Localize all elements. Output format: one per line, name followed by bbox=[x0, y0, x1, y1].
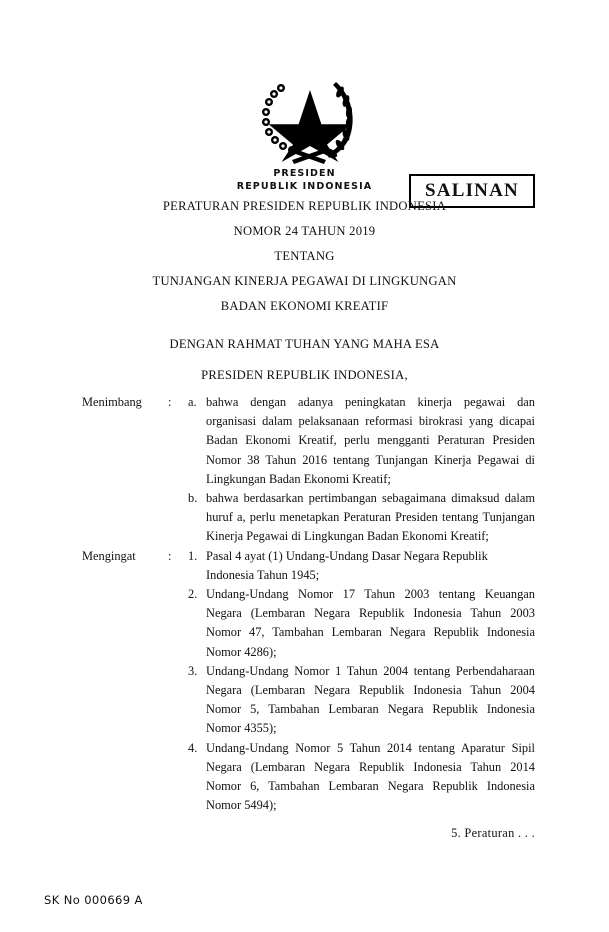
list-item bbox=[188, 739, 535, 816]
list-item bbox=[188, 489, 535, 547]
list-item bbox=[188, 662, 535, 739]
clause-label-menimbang: Menimbang bbox=[82, 395, 142, 409]
enactment-block bbox=[0, 329, 609, 391]
footer-document-id: SK No 000669 A bbox=[44, 893, 143, 907]
emblem-caption bbox=[0, 168, 609, 193]
emblem-caption-line-2: REPUBLIK INDONESIA bbox=[236, 181, 373, 192]
enactment-line-2: PRESIDEN REPUBLIK INDONESIA, bbox=[201, 368, 408, 382]
item-marker: 3. bbox=[188, 663, 198, 678]
title-line-4: TUNJANGAN KINERJA PEGAWAI DI LINGKUNGAN bbox=[152, 274, 457, 288]
item-marker: 4. bbox=[188, 740, 198, 755]
title-line-5: BADAN EKONOMI KREATIF bbox=[220, 299, 389, 313]
item-marker: b. bbox=[188, 491, 198, 506]
clause-body bbox=[0, 393, 609, 815]
emblem-caption-line-1: PRESIDEN bbox=[273, 168, 336, 179]
list-item bbox=[188, 585, 535, 662]
list-item bbox=[188, 393, 535, 489]
enactment-line-1: DENGAN RAHMAT TUHAN YANG MAHA ESA bbox=[169, 337, 440, 351]
clause-label-mengingat: Mengingat bbox=[82, 548, 136, 563]
clause-menimbang bbox=[0, 393, 609, 547]
item-marker: 2. bbox=[188, 587, 198, 602]
title-line-3: TENTANG bbox=[274, 249, 335, 263]
page-continuation-marker: 5. Peraturan . . . bbox=[451, 826, 535, 840]
item-text: Pasal 4 ayat (1) Undang-Undang Dasar Negara Republik Indonesia Tahun 1945; bbox=[206, 548, 488, 582]
item-text: bahwa berdasarkan pertimbangan sebagaimana dimaksud dalam huruf a, perlu menetapkan Peraturan Presiden tentang Tunjangan Kinerja Pegawai di Lingkungan Badan Ekonomi Kreatif; bbox=[206, 491, 535, 544]
item-marker: 1. bbox=[188, 548, 198, 563]
title-line-1: PERATURAN PRESIDEN REPUBLIK INDONESIA bbox=[162, 199, 447, 213]
clause-colon-mengingat: : bbox=[168, 548, 172, 563]
salinan-stamp-label: SALINAN bbox=[425, 180, 519, 201]
clause-mengingat bbox=[0, 547, 609, 816]
item-text: bahwa dengan adanya peningkatan kinerja pegawai dan organisasi dalam pelaksanaan reformasi birokrasi yang dicapai Badan Ekonomi Kreatif, perlu mengganti Peraturan Presiden Nomor 38 Tahun 2016 tentang Tunjangan Kinerja Pegawai di Lingkungan Badan Ekonomi Kreatif; bbox=[206, 395, 535, 486]
document-header bbox=[0, 74, 609, 201]
clause-items-menimbang bbox=[188, 393, 609, 547]
clause-colon-menimbang: : bbox=[168, 395, 172, 409]
document-title-block bbox=[0, 194, 609, 319]
list-item bbox=[188, 547, 535, 585]
item-marker: a. bbox=[188, 395, 197, 409]
item-text: Undang-Undang Nomor 1 Tahun 2004 tentang Perbendaharaan Negara (Lembaran Negara Republik Indonesia Tahun 2004 Nomor 5, Tambahan Lembaran Negara Republik Indonesia Nomor 4355); bbox=[206, 663, 535, 736]
item-text: Undang-Undang Nomor 5 Tahun 2014 tentang Aparatur Sipil Negara (Lembaran Negara Republik Indonesia Tahun 2014 Nomor 6, Tambahan Lembaran Negara Republik Indonesia Nomor 5494); bbox=[206, 740, 535, 813]
clause-items-mengingat bbox=[188, 547, 609, 816]
item-text: Undang-Undang Nomor 17 Tahun 2003 tentang Keuangan Negara (Lembaran Negara Republik Indonesia Tahun 2003 Nomor 47, Tambahan Lembaran Negara Republik Indonesia Nomor 4286); bbox=[206, 587, 535, 659]
title-line-2: NOMOR 24 TAHUN 2019 bbox=[233, 224, 376, 238]
garuda-star-wreath-emblem bbox=[252, 74, 368, 166]
